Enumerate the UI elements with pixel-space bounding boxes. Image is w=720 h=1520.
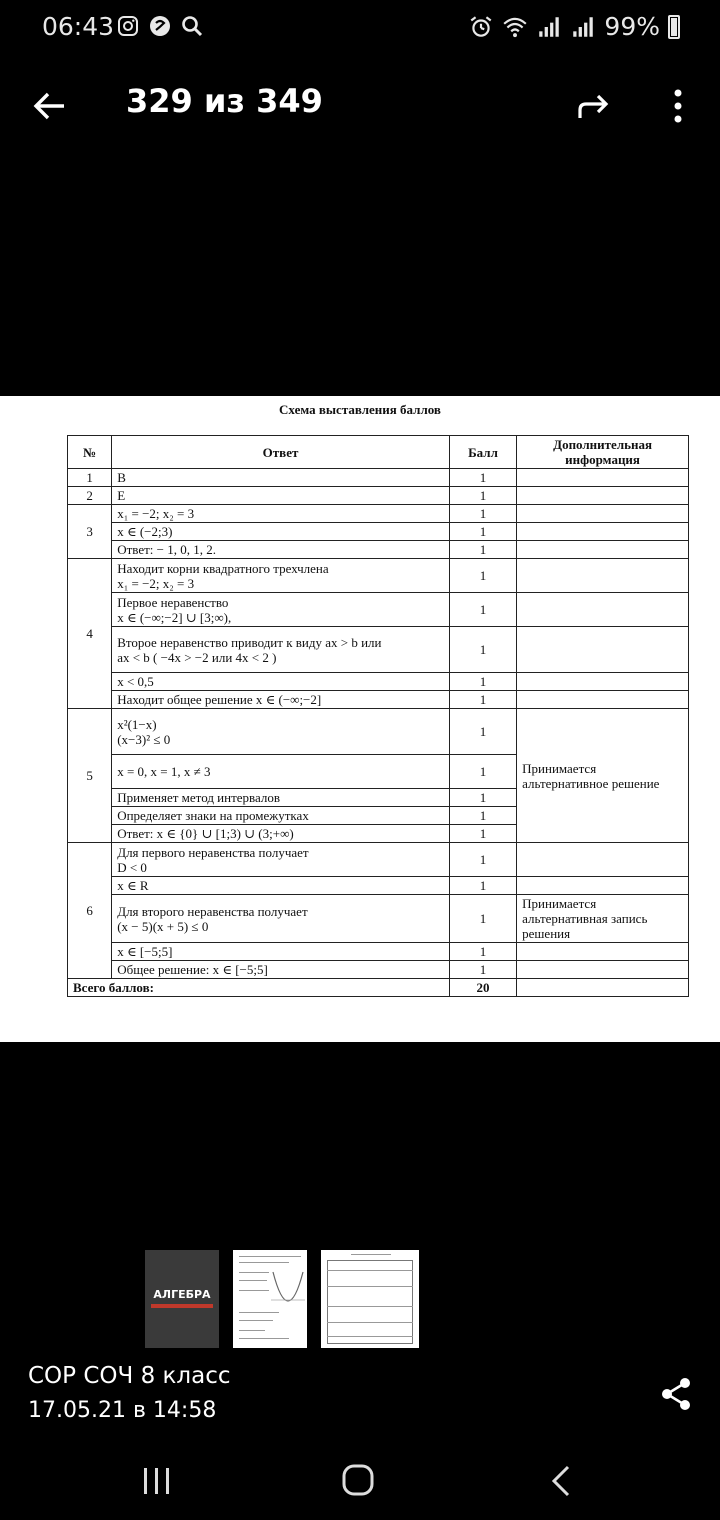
table-row bbox=[68, 627, 689, 673]
score-cell: 1 bbox=[449, 691, 516, 709]
column-header-answer: Ответ bbox=[112, 436, 450, 469]
recent-apps-button[interactable] bbox=[140, 1464, 174, 1498]
viewer-header bbox=[0, 70, 720, 140]
search-icon bbox=[180, 14, 204, 38]
table-row bbox=[68, 843, 689, 877]
answer-cell bbox=[112, 843, 450, 877]
table-row bbox=[68, 523, 689, 541]
answer-line: Для первого неравенства получает bbox=[117, 844, 309, 860]
score-cell: 1 bbox=[449, 877, 516, 895]
answer-cell: x = 0, x = 1, x ≠ 3 bbox=[112, 755, 450, 789]
instagram-icon bbox=[116, 14, 140, 38]
score-cell: 1 bbox=[449, 559, 516, 593]
info-cell bbox=[517, 877, 689, 895]
info-cell bbox=[517, 523, 689, 541]
info-cell bbox=[517, 673, 689, 691]
more-options-button[interactable] bbox=[660, 86, 696, 126]
task-number: 6 bbox=[68, 843, 112, 979]
info-cell bbox=[517, 487, 689, 505]
score-cell: 1 bbox=[449, 789, 516, 807]
signal-icon-2 bbox=[570, 14, 596, 40]
answer-cell: x ∈ R bbox=[112, 877, 450, 895]
threads-icon bbox=[148, 14, 172, 38]
home-button[interactable] bbox=[340, 1462, 376, 1498]
table-row bbox=[68, 541, 689, 559]
score-cell: 1 bbox=[449, 523, 516, 541]
table-row bbox=[68, 593, 689, 627]
score-cell: 1 bbox=[449, 755, 516, 789]
score-cell: 1 bbox=[449, 807, 516, 825]
info-cell bbox=[517, 505, 689, 523]
document-image[interactable] bbox=[0, 396, 720, 1042]
album-title: СОР СОЧ 8 класс bbox=[28, 1363, 231, 1389]
answer-cell bbox=[112, 593, 450, 627]
status-bar bbox=[0, 0, 720, 56]
alarm-icon bbox=[468, 14, 494, 40]
info-cell: Принимается альтернативная запись решения bbox=[517, 895, 689, 943]
page-counter: 329 из 349 bbox=[126, 82, 323, 120]
forward-button[interactable] bbox=[574, 86, 614, 126]
answer-line: Второе неравенство приводит к виду ax > b или bbox=[117, 634, 382, 650]
answer-cell: x₁ = −2; x₂ = 3 bbox=[112, 505, 450, 523]
table-row bbox=[68, 943, 689, 961]
answer-line: Находит корни квадратного трехчлена bbox=[117, 560, 329, 576]
table-header-row bbox=[68, 436, 689, 469]
total-value: 20 bbox=[449, 979, 516, 997]
task-number: 2 bbox=[68, 487, 112, 505]
info-cell: Принимается альтернативное решение bbox=[517, 709, 689, 843]
signal-icon bbox=[536, 14, 562, 40]
answer-cell: Общее решение: x ∈ [−5;5] bbox=[112, 961, 450, 979]
thumbnail-cover-bar bbox=[151, 1304, 213, 1308]
column-header-info: Дополнительная информация bbox=[517, 436, 689, 469]
answer-cell bbox=[112, 559, 450, 593]
table-row bbox=[68, 487, 689, 505]
score-cell: 1 bbox=[449, 961, 516, 979]
answer-cell: Ответ: x ∈ {0} ∪ [1;3) ∪ (3;+∞) bbox=[112, 825, 450, 843]
wifi-icon bbox=[502, 14, 528, 40]
column-header-number: № bbox=[68, 436, 112, 469]
answer-cell: x ∈ (−2;3) bbox=[112, 523, 450, 541]
thumbnail-cover-title: АЛГЕБРА bbox=[153, 1288, 211, 1301]
task-number: 5 bbox=[68, 709, 112, 843]
answer-line: x₁ = −2; x₂ = 3 bbox=[117, 575, 195, 591]
info-cell bbox=[517, 943, 689, 961]
score-cell: 1 bbox=[449, 843, 516, 877]
info-cell bbox=[517, 593, 689, 627]
answer-line: x²(1−x) bbox=[117, 716, 157, 732]
answer-cell bbox=[112, 627, 450, 673]
info-cell bbox=[517, 469, 689, 487]
parabola-icon bbox=[271, 1270, 305, 1310]
info-cell bbox=[517, 961, 689, 979]
answer-cell bbox=[112, 895, 450, 943]
answer-cell: Применяет метод интервалов bbox=[112, 789, 450, 807]
score-cell: 1 bbox=[449, 627, 516, 673]
info-cell bbox=[517, 559, 689, 593]
table-row bbox=[68, 961, 689, 979]
score-cell: 1 bbox=[449, 593, 516, 627]
score-cell: 1 bbox=[449, 541, 516, 559]
table-row bbox=[68, 877, 689, 895]
table-row bbox=[68, 673, 689, 691]
album-date: 17.05.21 в 14:58 bbox=[28, 1398, 217, 1423]
info-cell bbox=[517, 627, 689, 673]
answer-cell: Ответ: − 1, 0, 1, 2. bbox=[112, 541, 450, 559]
task-number: 1 bbox=[68, 469, 112, 487]
score-cell: 1 bbox=[449, 825, 516, 843]
answer-line: Первое неравенство bbox=[117, 594, 229, 610]
answer-cell: B bbox=[112, 469, 450, 487]
info-cell bbox=[517, 691, 689, 709]
info-cell bbox=[517, 843, 689, 877]
info-cell bbox=[517, 979, 689, 997]
answer-cell: x < 0,5 bbox=[112, 673, 450, 691]
task-number: 4 bbox=[68, 559, 112, 709]
table-row bbox=[68, 709, 689, 755]
thumbnail-cover[interactable] bbox=[145, 1250, 219, 1348]
column-header-score: Балл bbox=[449, 436, 516, 469]
table-row bbox=[68, 895, 689, 943]
total-label: Всего баллов: bbox=[68, 979, 450, 997]
answer-line: (x−3)² ≤ 0 bbox=[117, 731, 171, 747]
total-row bbox=[68, 979, 689, 997]
answer-cell: x ∈ [−5;5] bbox=[112, 943, 450, 961]
score-cell: 1 bbox=[449, 487, 516, 505]
table-row bbox=[68, 469, 689, 487]
answer-line: D < 0 bbox=[117, 859, 147, 875]
table-row bbox=[68, 559, 689, 593]
info-cell bbox=[517, 541, 689, 559]
system-back-button[interactable] bbox=[546, 1464, 576, 1498]
score-cell: 1 bbox=[449, 895, 516, 943]
status-time: 06:43 bbox=[42, 12, 115, 41]
battery-icon bbox=[668, 15, 680, 39]
table-row bbox=[68, 505, 689, 523]
answer-line: (x − 5)(x + 5) ≤ 0 bbox=[117, 918, 209, 934]
system-navigation-bar bbox=[0, 1440, 720, 1520]
answer-line: ax < b ( −4x > −2 или 4x < 2 ) bbox=[117, 649, 277, 665]
answer-line: Для второго неравенства получает bbox=[117, 903, 308, 919]
answer-cell: E bbox=[112, 487, 450, 505]
task-number: 3 bbox=[68, 505, 112, 559]
document-title: Схема выставления баллов bbox=[279, 402, 441, 417]
score-cell: 1 bbox=[449, 469, 516, 487]
score-table bbox=[67, 435, 689, 997]
score-cell: 1 bbox=[449, 505, 516, 523]
share-button[interactable] bbox=[658, 1376, 694, 1412]
answer-cell: Находит общее решение x ∈ (−∞;−2] bbox=[112, 691, 450, 709]
score-cell: 1 bbox=[449, 943, 516, 961]
thumbnail-page[interactable] bbox=[233, 1250, 307, 1348]
score-cell: 1 bbox=[449, 673, 516, 691]
battery-level: 99% bbox=[604, 12, 660, 41]
score-cell: 1 bbox=[449, 709, 516, 755]
thumbnail-current-page[interactable] bbox=[321, 1250, 419, 1348]
answer-cell: Определяет знаки на промежутках bbox=[112, 807, 450, 825]
answer-line: x ∈ (−∞;−2] ∪ [3;∞), bbox=[117, 609, 232, 625]
back-button[interactable] bbox=[30, 86, 70, 126]
table-row bbox=[68, 691, 689, 709]
answer-cell bbox=[112, 709, 450, 755]
thumbnail-strip bbox=[145, 1250, 419, 1348]
